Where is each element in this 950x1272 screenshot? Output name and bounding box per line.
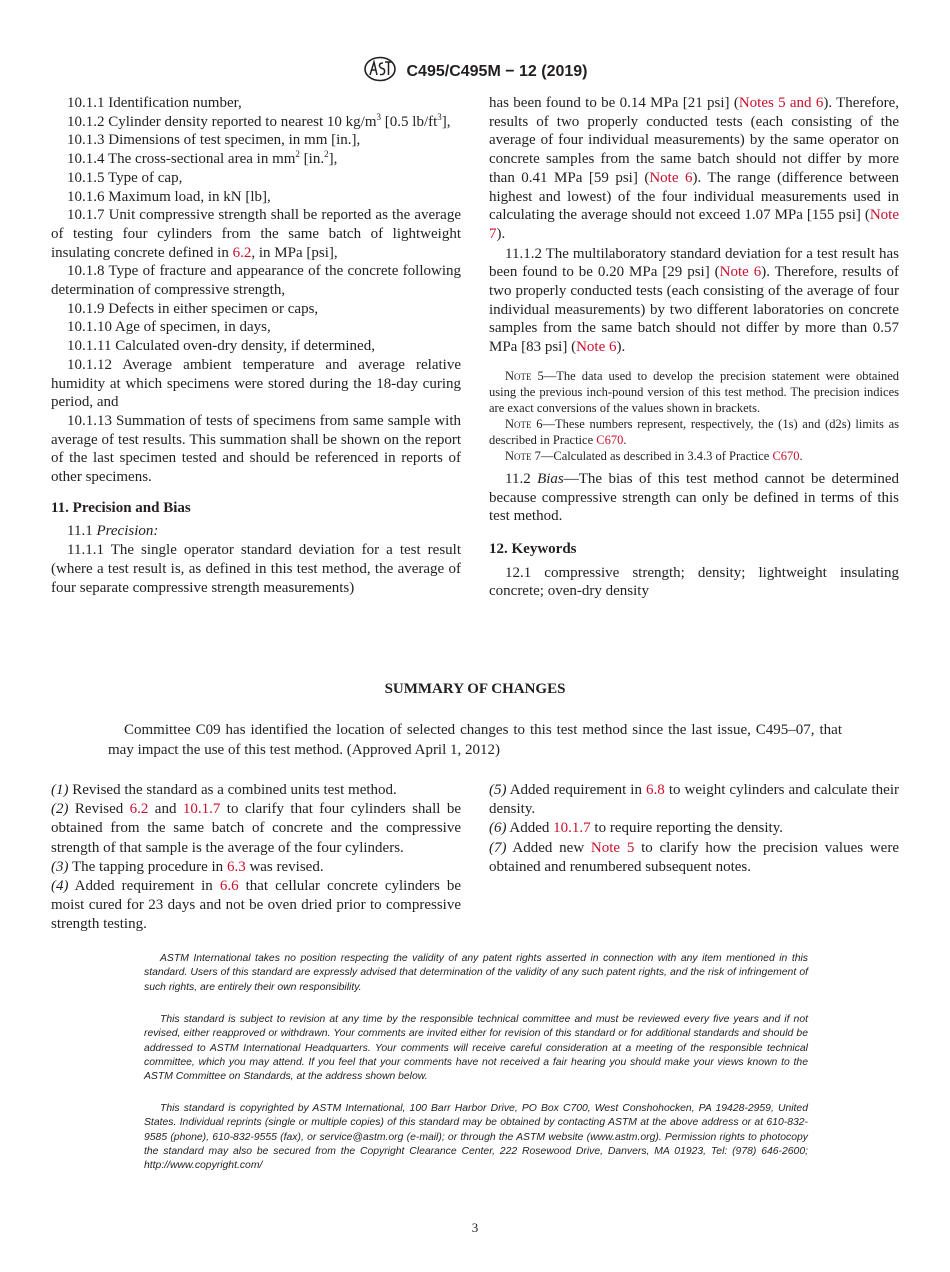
link-6-6[interactable]: 6.6 [219, 878, 239, 895]
para-11-1: 11.1 Precision: [67, 523, 159, 540]
para-11-1-2: 11.1.2 The multilaboratory standard deviation for a test result has been found to be 0.20 MPa [29 psi] (Note 6). Therefore, results of two properly conducted tests (each consisting of the average of four individual measurements) by two different laboratories on concrete samples from the same batch should not differ by more than 0.57 MPa [83 psi] (Note 6). [489, 245, 899, 356]
item-10-1-12: 10.1.12 Average ambient temperature and average relative humidity at which specimens were stored during the 18-day curing period, and [51, 356, 461, 411]
para-11-1-1-start: 11.1.1 The single operator standard deviation for a test result (where a test result is, as defined in this test method, the average of four separate compressive strength measurements) [51, 542, 461, 596]
item-10-1-11: 10.1.11 Calculated oven-dry density, if determined, [67, 338, 375, 355]
item-10-1-2: 10.1.2 Cylinder density reported to nearest 10 $kg/m^3$ [0.5 $lb/ft^3$], [67, 111, 451, 130]
section-11-heading: 11. Precision and Bias [51, 499, 191, 516]
link-note-6[interactable]: Note 6 [649, 169, 693, 186]
changes-right [489, 781, 899, 877]
summary-intro: Committee C09 has identified the location of selected changes to this test method since the last issue, C495–07, that may impact the use of this test method. (Approved April 1, 2012) [108, 722, 842, 758]
note-7: Note 7—Calculated as described in 3.4.3 of Practice C670. [505, 448, 803, 463]
link-note-6-c[interactable]: Note 6 [576, 339, 617, 356]
page-header [0, 56, 950, 86]
link-note-5[interactable]: Note 5 [590, 839, 635, 856]
left-column [51, 94, 461, 597]
para-11-2: 11.2 Bias—The bias of this test method cannot be determined because compressive strength can only be defined in terms of this test method. [489, 470, 899, 525]
astm-logo-icon [363, 56, 397, 87]
link-note-7[interactable]: Note 7 [489, 207, 899, 242]
item-10-1-9: 10.1.9 Defects in either specimen or caps, [67, 300, 319, 317]
item-10-1-5: 10.1.5 Type of cap, [67, 169, 183, 186]
legal-patent: ASTM International takes no position respecting the validity of any patent rights asserted in connection with any item mentioned in this standard. Users of this standard are expressly advised that determination of the validity of any such patent rights, and the risk of infringement of such rights, are entirely their own responsibility. [144, 953, 808, 993]
change-4: (4) Added requirement in 6.6 that cellular concrete cylinders be moist cured for 23 days and not be oven dried prior to compressive strength testing. [51, 878, 462, 933]
link-6-3[interactable]: 6.3 [226, 858, 246, 875]
section-12-heading: 12. Keywords [489, 540, 577, 557]
note-6: Note 6—These numbers represent, respectively, the (1s) and (d2s) limits as described in Practice C670. [489, 416, 899, 447]
link-10-1-7-b[interactable]: 10.1.7 [553, 820, 591, 837]
item-10-1-6: 10.1.6 Maximum load, in kN [lb], [67, 188, 271, 205]
change-3: (3) The tapping procedure in 6.3 was revised. [51, 858, 324, 875]
change-6: (6) Added 10.1.7 to require reporting the density. [489, 820, 783, 837]
change-5: (5) Added requirement in 6.8 to weight cylinders and calculate their density. [489, 782, 899, 818]
page-number: 3 [471, 1220, 479, 1235]
legal-copyright: This standard is copyrighted by ASTM International, 100 Barr Harbor Drive, PO Box C700, West Conshohocken, PA 19428-2959, United States. Individual reprints (single or multiple copies) of this standard may be obtained by contacting ASTM at the above address or at 610-832-9585 (phone), 610-832-9555 (fax), or service@astm.org (e-mail); or through the ASTM website (www.astm.org). Permission rights to photocopy the standard may also be secured from the Copyright Clearance Center, 222 Rosewood Drive, Danvers, MA 01923, Tel: (978) 646-2600; http://www.copyright.com/ [144, 1103, 808, 1172]
link-c670-b[interactable]: C670 [772, 448, 800, 463]
changes-left [51, 781, 461, 935]
link-note-6-b[interactable]: Note 6 [719, 264, 762, 281]
item-10-1-1: 10.1.1 Identification number, [67, 95, 242, 111]
link-c670[interactable]: C670 [596, 432, 624, 447]
link-10-1-7[interactable]: 10.1.7 [182, 801, 221, 818]
note-5: Note 5—The data used to develop the precision statement were obtained using the previous inch-pound version of this test method. The precision indices are exact conversions of the values shown in brackets. [489, 368, 899, 415]
item-10-1-3: 10.1.3 Dimensions of test specimen, in mm [in.], [67, 132, 361, 149]
legal-revision: This standard is subject to revision at any time by the responsible technical committee and must be reviewed every five years and if not revised, either reapproved or withdrawn. Your comments are invited either for revision of this standard or for additional standards and should be addressed to ASTM International Headquarters. Your comments will receive careful consideration at a meeting of the responsible technical committee, which you may attend. If you feel that your comments have not received a fair hearing you should make your views known to the ASTM Committee on Standards, at the address shown below. [144, 1014, 808, 1083]
link-6-8[interactable]: 6.8 [646, 782, 665, 798]
link-notes-5-6[interactable]: Notes 5 and 6 [738, 95, 824, 111]
item-10-1-8: 10.1.8 Type of fracture and appearance of the concrete following determination of compressive strength, [51, 263, 461, 299]
item-10-1-10: 10.1.10 Age of specimen, in days, [67, 319, 271, 336]
para-11-1-1-cont: has been found to be 0.14 MPa [21 psi] (Notes 5 and 6). Therefore, results of two properly conducted tests (each consisting of the average of four individual measurements) by the same operator on concrete samples from the same batch should not differ by more than 0.41 MPa [59 psi] (Note 6). The range (difference between highest and lowest) of the four individual measurements used in calculating the average should not exceed 1.07 MPa [155 psi] (Note 7). [489, 95, 899, 242]
document-designation: C495/C495M − 12 (2019) [406, 62, 588, 80]
right-column [489, 94, 899, 601]
change-2: (2) Revised 6.2 and 10.1.7 to clarify that four cylinders shall be obtained from the same batch of concrete and the compressive strength of that sample is the average of the four cylinders. [51, 801, 461, 856]
change-7: (7) Added new Note 5 to clarify how the precision values were obtained and renumbered subsequent notes. [489, 839, 899, 875]
item-10-1-13: 10.1.13 Summation of tests of specimens from same sample with average of test results. This summation shall be shown on the report of the last specimen tested and should be referenced in reports of other specimens. [51, 412, 461, 486]
change-1: (1) Revised the standard as a combined units test method. [51, 782, 397, 798]
para-12-1: 12.1 compressive strength; density; lightweight insulating concrete; oven-dry density [489, 564, 899, 600]
item-10-1-7: 10.1.7 Unit compressive strength shall be reported as the average of testing four cylinders from the same batch of lightweight insulating concrete defined in 6.2, in MPa [psi], [51, 207, 461, 261]
link-6-2[interactable]: 6.2 [232, 244, 252, 261]
link-6-2-b[interactable]: 6.2 [129, 801, 149, 818]
item-10-1-4: 10.1.4 The cross-sectional area in $mm^2$ [in.$^2$], [67, 149, 338, 168]
summary-title: SUMMARY OF CHANGES [384, 681, 566, 697]
